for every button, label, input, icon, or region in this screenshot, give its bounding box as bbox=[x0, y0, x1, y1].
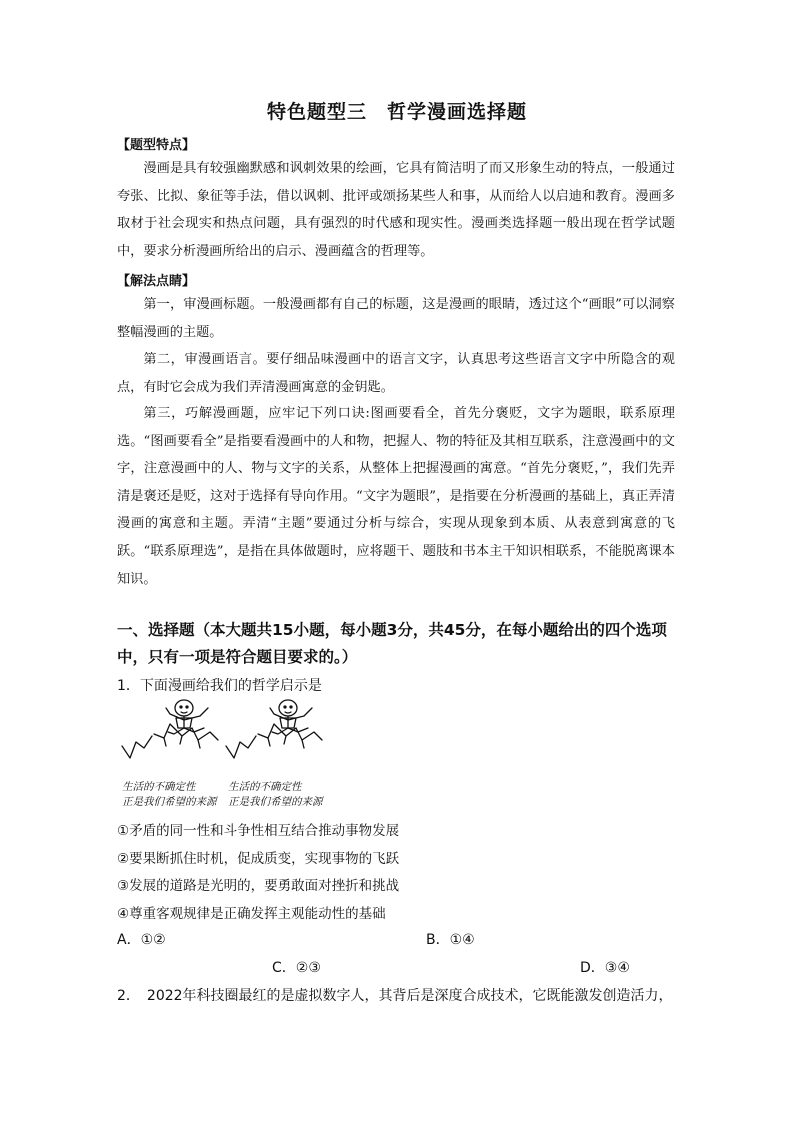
features-heading: 【题型特点】 bbox=[117, 138, 196, 153]
section-heading: 一、选择题（本大题共15小题，每小题3分，共45分，在每小题给出的四个选项中，只有一项是符合题目要求的。） bbox=[117, 621, 667, 666]
choice-b: B．①④ bbox=[426, 932, 475, 948]
cartoon-caption-right bbox=[228, 780, 323, 810]
cartoon-caption-left-line-2: 正是我们希望的来源 bbox=[122, 796, 217, 808]
cartoon-caption-right-line-2: 正是我们希望的来源 bbox=[228, 796, 323, 808]
question-2-stem: 2． 2022年科技圈最红的是虚拟数字人，其背后是深度合成技术，它既能激发创造活力， bbox=[117, 988, 673, 1004]
question-1-stem: 1．下面漫画给我们的哲学启示是 bbox=[117, 678, 322, 694]
method-paragraph-2: 第二，审漫画语言。要仔细品味漫画中的语言文字，认真思考这些语言文字中所隐含的观点，有时它会成为我们弄清漫画寓意的金钥匙。 bbox=[117, 352, 675, 395]
features-paragraph: 漫画是具有较强幽默感和讽刺效果的绘画，它具有简洁明了而又形象生动的特点，一般通过夸张、比拟、象征等手法，借以讽刺、批评或颂扬某些人和事，从而给人以启迪和教育。漫画多取材于社会现实和热点问题，具有强烈的时代感和现实性。漫画类选择题一般出现在哲学试题中，要求分析漫画所给出的启示、漫画蕴含的哲理等。 bbox=[117, 161, 675, 259]
choice-d: D．③④ bbox=[580, 960, 630, 976]
method-heading: 【解法点睛】 bbox=[117, 274, 196, 289]
cartoon-caption-right-line-1: 生活的不确定性 bbox=[228, 781, 302, 793]
statement-1: ①矛盾的同一性和斗争性相互结合推动事物发展 bbox=[117, 823, 400, 839]
choice-a: A．①② bbox=[117, 932, 166, 948]
cartoon-figure-right bbox=[226, 700, 322, 758]
statement-3: ③发展的道路是光明的，要勇敢面对挫折和挑战 bbox=[117, 878, 400, 894]
statement-4: ④尊重客观规律是正确发挥主观能动性的基础 bbox=[117, 906, 386, 922]
cartoon-caption-left-line-1: 生活的不确定性 bbox=[122, 781, 196, 793]
cartoon-figure-left bbox=[122, 700, 218, 758]
method-paragraph-1: 第一，审漫画标题。一般漫画都有自己的标题，这是漫画的眼睛，透过这个“画眼”可以洞察整幅漫画的主题。 bbox=[117, 297, 675, 340]
choice-c: C．②③ bbox=[272, 960, 321, 976]
page-title: 特色题型三 哲学漫画选择题 bbox=[266, 101, 527, 123]
method-paragraph-3: 第三，巧解漫画题，应牢记下列口诀:图画要看全，首先分褒贬，文字为题眼，联系原理选。“图画要看全”是指要看漫画中的人和物，把握人、物的特征及其相互联系，注意漫画中的文字，注意漫画中的人、物与文字的关系，从整体上把握漫画的寓意。“首先分褒贬，”，我们先弄清是褒还是贬，这对于选择有导向作用。“文字为题眼”，是指要在分析漫画的基础上，真正弄清漫画的寓意和主题。弄清“主题”要通过分析与综合，实现从现象到本质、从表意到寓意的飞跃。“联系原理选”，是指在具体做题时，应将题干、题肢和书本主干知识相联系，不能脱离课本知识。 bbox=[117, 406, 675, 587]
statement-2: ②要果断抓住时机，促成质变，实现事物的飞跃 bbox=[117, 851, 400, 867]
cartoon-caption-left bbox=[122, 780, 217, 810]
